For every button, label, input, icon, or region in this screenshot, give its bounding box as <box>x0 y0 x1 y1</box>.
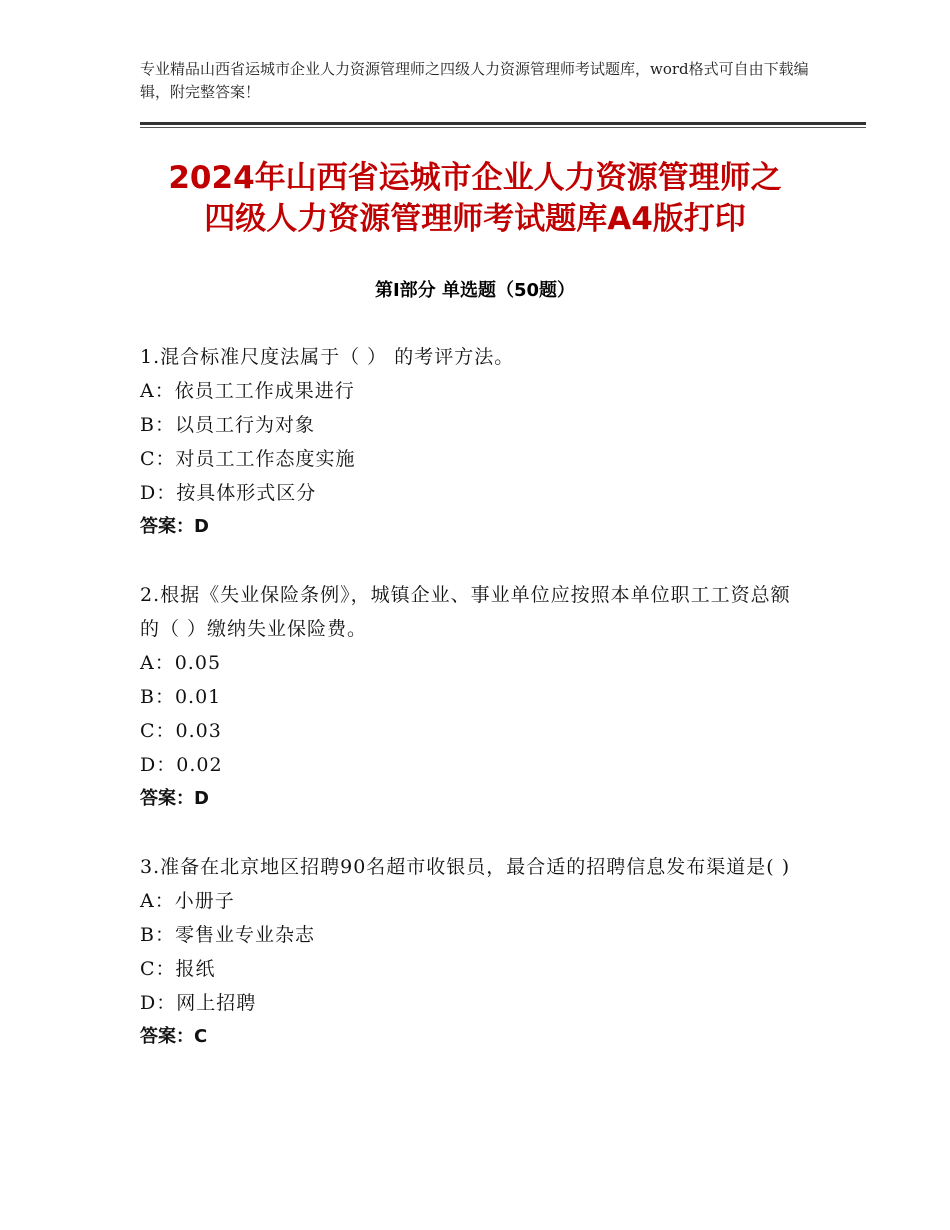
option-c: C：报纸 <box>140 958 216 980</box>
option-b: B：0.01 <box>140 686 222 708</box>
document-title <box>95 158 855 240</box>
option-d: D：按具体形式区分 <box>140 482 317 504</box>
question-list <box>140 340 810 1088</box>
option-b: B：零售业专业杂志 <box>140 924 315 946</box>
answer: 答案：D <box>140 788 209 809</box>
option-d: D：网上招聘 <box>140 992 257 1014</box>
answer: 答案：D <box>140 516 209 537</box>
question-2 <box>140 578 810 816</box>
option-a: A：依员工工作成果进行 <box>140 380 355 402</box>
question-stem: 1.混合标准尺度法属于（ ） 的考评方法。 <box>140 346 515 368</box>
question-stem: 2.根据《失业保险条例》，城镇企业、事业单位应按照本单位职工工资总额的（ ）缴纳失业保险费。 <box>140 584 791 640</box>
question-stem: 3.准备在北京地区招聘90名超市收银员，最合适的招聘信息发布渠道是( ) <box>140 856 791 878</box>
title-line-1: 2024年山西省运城市企业人力资源管理师之 <box>168 160 782 196</box>
title-line-2: 四级人力资源管理师考试题库A4版打印 <box>204 201 746 237</box>
answer: 答案：C <box>140 1026 208 1047</box>
option-b: B：以员工行为对象 <box>140 414 315 436</box>
header-divider-thick <box>140 122 866 125</box>
header-note: 专业精品山西省运城市企业人力资源管理师之四级人力资源管理师考试题库，word格式可自由下载编辑，附完整答案！ <box>140 60 809 101</box>
question-1 <box>140 340 810 544</box>
header-divider-thin <box>140 127 866 128</box>
option-d: D：0.02 <box>140 754 223 776</box>
option-c: C：0.03 <box>140 720 222 742</box>
question-3 <box>140 850 810 1054</box>
option-c: C：对员工工作态度实施 <box>140 448 356 470</box>
option-a: A：小册子 <box>140 890 235 912</box>
section-heading: 第Ⅰ部分 单选题（50题） <box>374 280 575 301</box>
option-a: A：0.05 <box>140 652 222 674</box>
